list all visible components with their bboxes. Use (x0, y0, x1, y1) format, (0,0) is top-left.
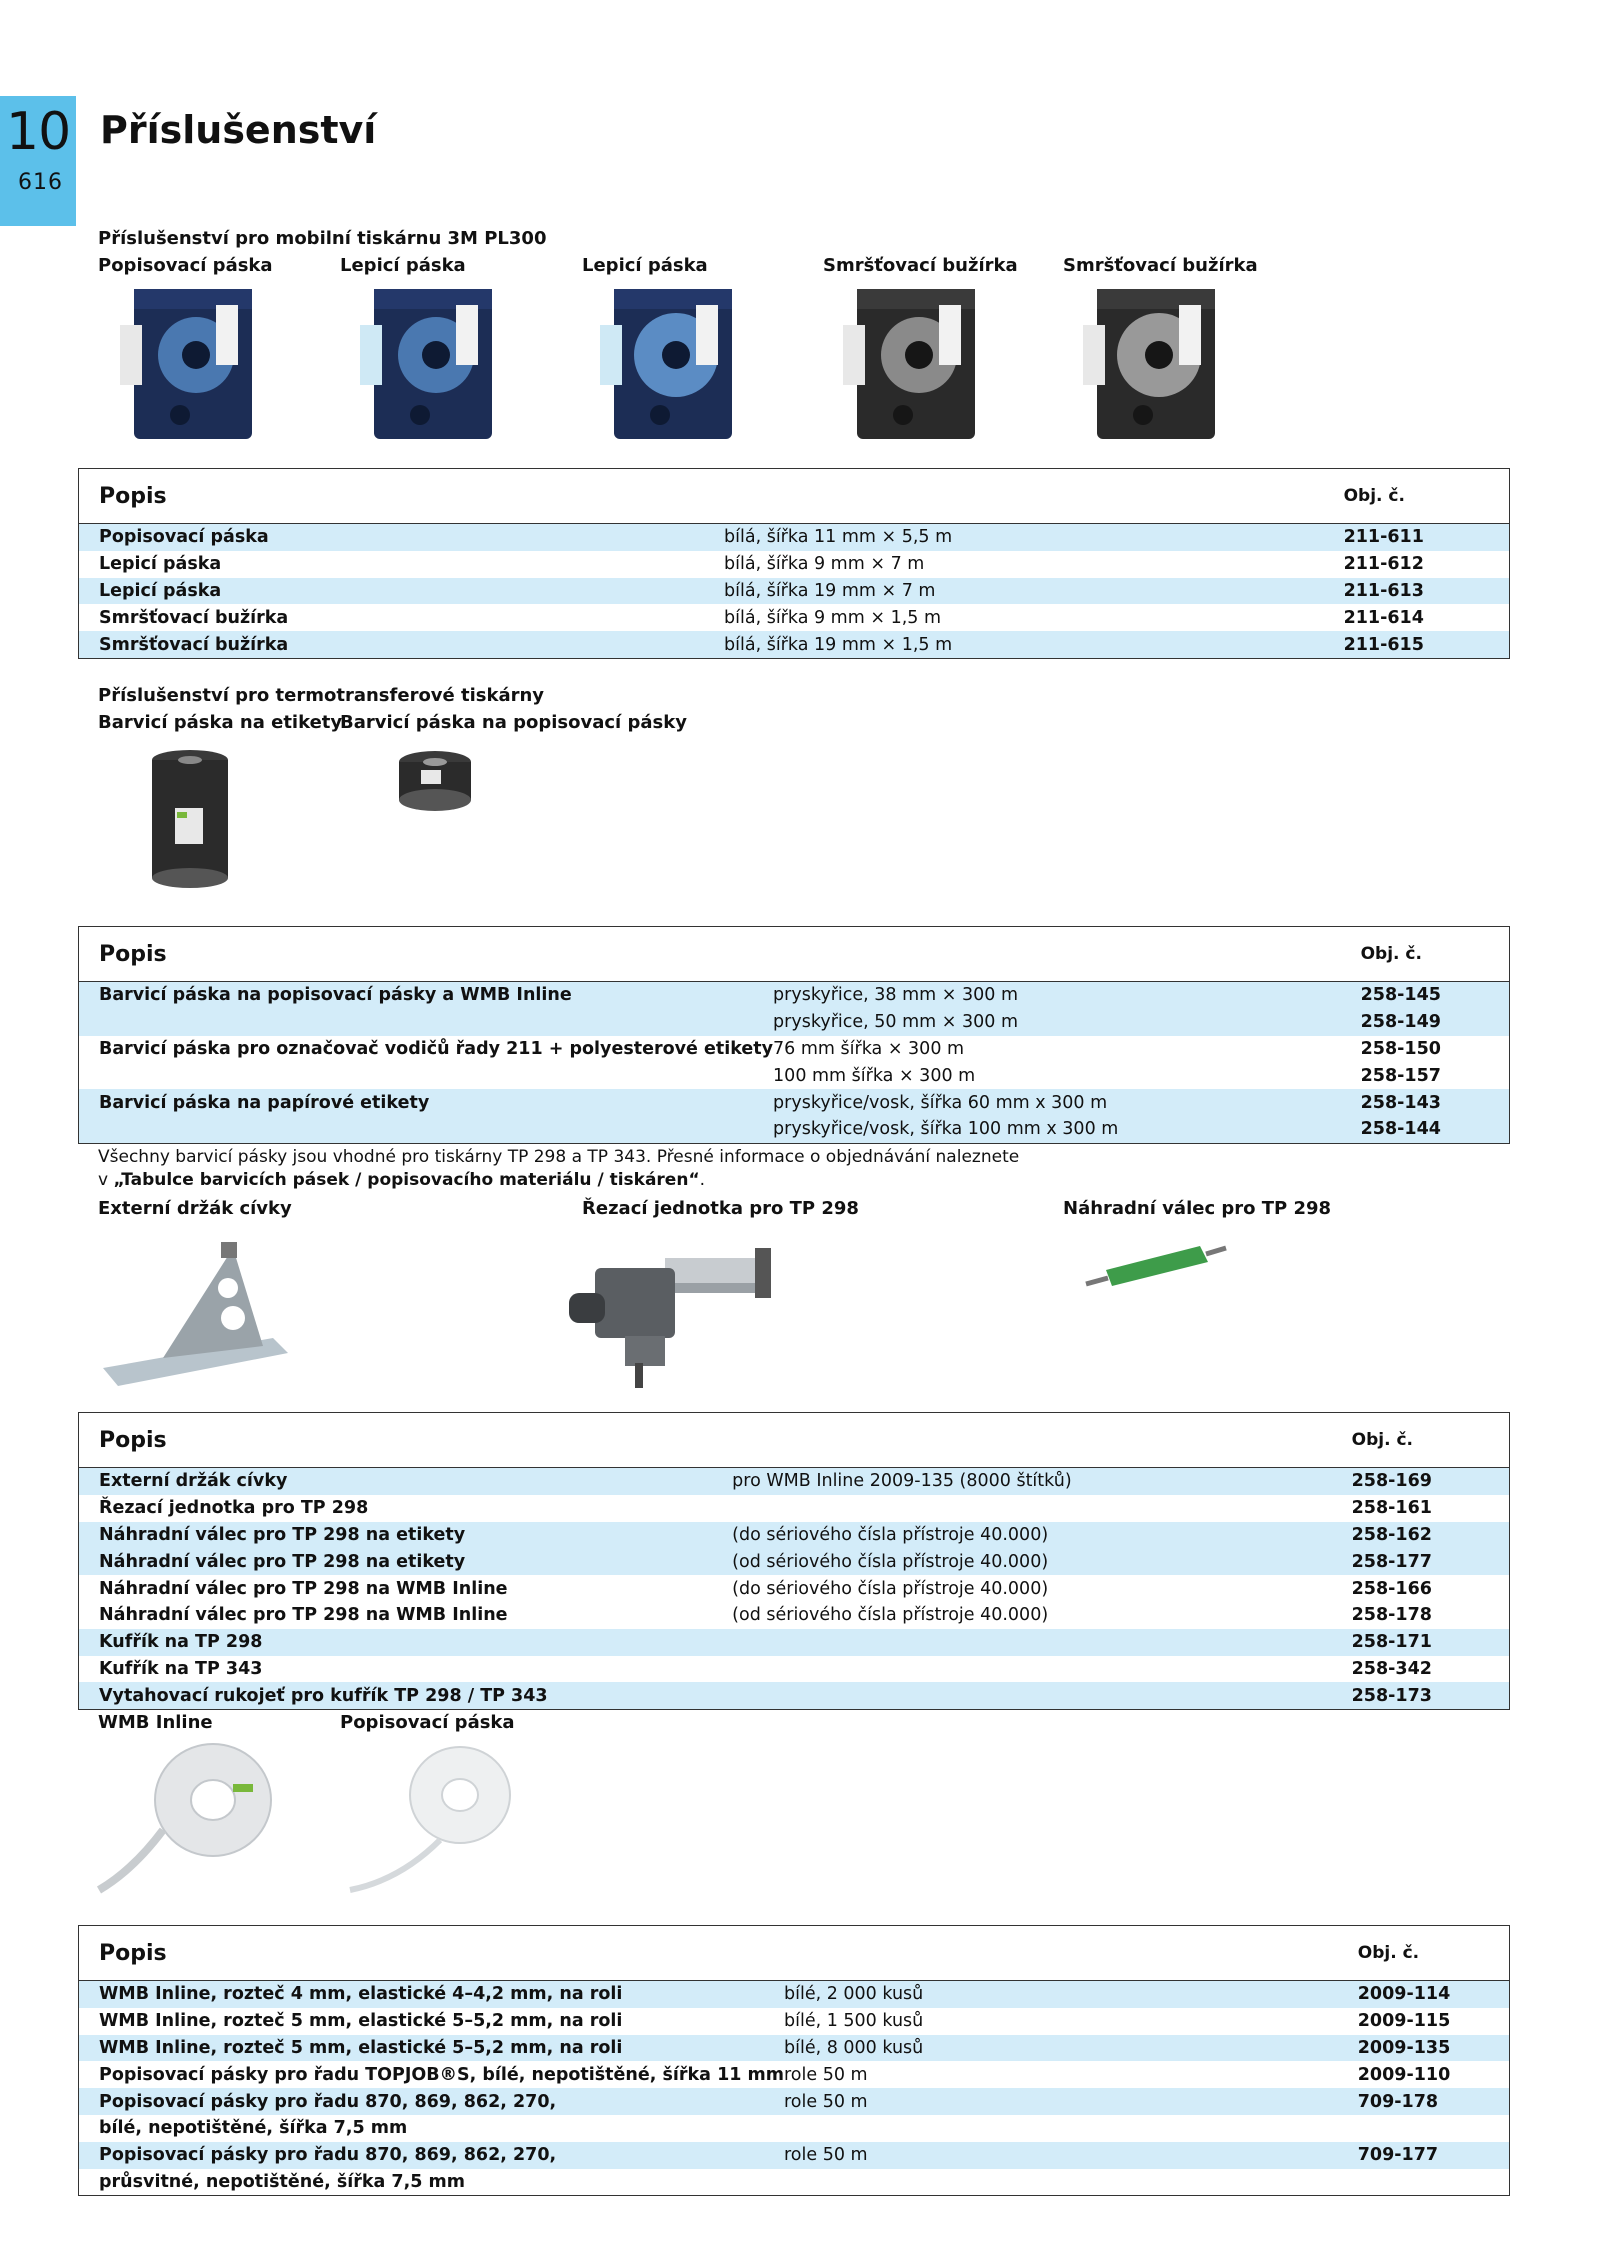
table-header-order: Obj. č. (1358, 1926, 1510, 1981)
table-header-order: Obj. č. (1344, 469, 1510, 524)
table-header-desc: Popis (79, 1926, 784, 1981)
table-row: Náhradní válec pro TP 298 na WMB Inline (do sériového čísla přístroje 40.000) 258-166 (99, 1578, 1432, 1599)
ribbon-roll-small-image (395, 748, 475, 818)
table-row: bílé, nepotištěné, šířka 7,5 mm (99, 2118, 408, 2139)
tape-cassette-image (360, 285, 500, 450)
table-row: 100 mm šířka × 300 m 258-157 (773, 1065, 1441, 1086)
marker-strip-roll-image (340, 1740, 520, 1900)
table-header-desc: Popis (79, 1413, 733, 1468)
page-number: 616 (18, 170, 63, 195)
table-row: Popisovací pásky pro řadu TOPJOB®S, bílé, nepotištěné, šířka 11 mm role 50 m 2009-110 (99, 2064, 1451, 2085)
product-label: Popisovací páska (98, 255, 273, 276)
ribbon-note: Všechny barvicí pásky jsou vhodné pro tiskárny TP 298 a TP 343. Přesné informace o objednávání naleznete v „Tabulce barvicích pásek / popisovacího materiálu / tiskáren“. (98, 1147, 1020, 1190)
table-row: WMB Inline, rozteč 5 mm, elastické 5–5,2 mm, na roli bílé, 1 500 kusů 2009-115 (99, 2011, 1451, 2032)
table-row: Lepicí páska bílá, šířka 9 mm × 7 m 211-612 (99, 554, 1424, 575)
chapter-tab (0, 96, 76, 226)
table-row: Náhradní válec pro TP 298 na etikety (do sériového čísla přístroje 40.000) 258-162 (79, 1522, 1510, 1549)
product-label: Barvicí páska na popisovací pásky (340, 712, 687, 733)
table-pl300 (78, 468, 1510, 659)
tape-cassette-image (1083, 285, 1223, 450)
product-label: Lepicí páska (340, 255, 466, 276)
table-row: Kufřík na TP 298 258-171 (79, 1629, 1510, 1656)
table-header-order: Obj. č. (1352, 1413, 1510, 1468)
table-row: Barvicí páska na popisovací pásky a WMB Inline pryskyřice, 38 mm × 300 m 258-145 (79, 982, 1510, 1009)
table-row: Barvicí páska pro označovač vodičů řady 211 + polyesterové etikety 76 mm šířka × 300 m 258-150 (99, 1038, 1441, 1059)
tape-cassette-image (120, 285, 260, 450)
table-markers (78, 1925, 1510, 2196)
table-row: WMB Inline, rozteč 4 mm, elastické 4–4,2 mm, na roli bílé, 2 000 kusů 2009-114 (79, 1981, 1510, 2008)
product-label: Lepicí páska (582, 255, 708, 276)
table-row: Barvicí páska na papírové etikety pryskyřice/vosk, šířka 60 mm x 300 m 258-143 (79, 1089, 1510, 1116)
table-row: WMB Inline, rozteč 5 mm, elastické 5–5,2 mm, na roli bílé, 8 000 kusů 2009-135 (79, 2035, 1510, 2062)
product-label: Náhradní válec pro TP 298 (1063, 1198, 1332, 1219)
table-row: pryskyřice, 50 mm × 300 m 258-149 (79, 1009, 1510, 1036)
table-row: Externí držák cívky pro WMB Inline 2009-135 (8000 štítků) 258-169 (79, 1468, 1510, 1495)
table-row: Lepicí páska bílá, šířka 19 mm × 7 m 211-613 (79, 578, 1510, 605)
table-row: Náhradní válec pro TP 298 na etikety (od sériového čísla přístroje 40.000) 258-177 (79, 1548, 1510, 1575)
tape-cassette-image (843, 285, 983, 450)
table-ribbons (78, 926, 1510, 1144)
table-row: Popisovací pásky pro řadu 870, 869, 862, 270, role 50 m 709-177 (79, 2142, 1510, 2169)
replacement-roller-image (1080, 1232, 1230, 1302)
table-row: průsvitné, nepotištěné, šířka 7,5 mm (99, 2171, 465, 2192)
reel-holder-image (93, 1228, 293, 1398)
product-label: Externí držák cívky (98, 1198, 292, 1219)
table-row: Popisovací pásky pro řadu 870, 869, 862, 270, role 50 m 709-178 (79, 2088, 1510, 2115)
section-heading-pl300: Příslušenství pro mobilní tiskárnu 3M PL300 (98, 228, 547, 249)
chapter-number: 10 (6, 102, 71, 162)
product-label: Popisovací páska (340, 1712, 515, 1733)
tape-cassette-image (600, 285, 740, 450)
table-row: Kufřík na TP 343 258-342 (99, 1658, 1432, 1679)
table-row: Smršťovací bužírka bílá, šířka 19 mm × 1,5 m 211-615 (79, 631, 1510, 658)
page-title: Příslušenství (100, 108, 377, 152)
product-label: WMB Inline (98, 1712, 213, 1733)
table-header-desc: Popis (79, 469, 725, 524)
table-row: Vytahovací rukojeť pro kufřík TP 298 / TP 343 258-173 (79, 1682, 1510, 1709)
table-row: Řezací jednotka pro TP 298 258-161 (99, 1498, 1432, 1519)
section-heading-thermo: Příslušenství pro termotransferové tiskárny (98, 685, 545, 706)
product-label: Smršťovací bužírka (1063, 255, 1258, 276)
table-row: Smršťovací bužírka bílá, šířka 9 mm × 1,5 m 211-614 (99, 607, 1424, 628)
table-row: Náhradní válec pro TP 298 na WMB Inline (od sériového čísla přístroje 40.000) 258-178 (99, 1605, 1432, 1626)
product-label: Smršťovací bužírka (823, 255, 1018, 276)
table-accessories (78, 1412, 1510, 1710)
table-header-order: Obj. č. (1361, 927, 1510, 982)
table-row: pryskyřice/vosk, šířka 100 mm x 300 m 258-144 (79, 1116, 1510, 1143)
wmb-inline-roll-image (93, 1740, 293, 1900)
ribbon-roll-image (145, 748, 235, 893)
product-label: Barvicí páska na etikety (98, 712, 343, 733)
cutter-unit-image (565, 1228, 785, 1393)
table-header-desc: Popis (79, 927, 774, 982)
product-label: Řezací jednotka pro TP 298 (582, 1198, 859, 1219)
table-row: Popisovací páska bílá, šířka 11 mm × 5,5 m 211-611 (79, 524, 1510, 551)
